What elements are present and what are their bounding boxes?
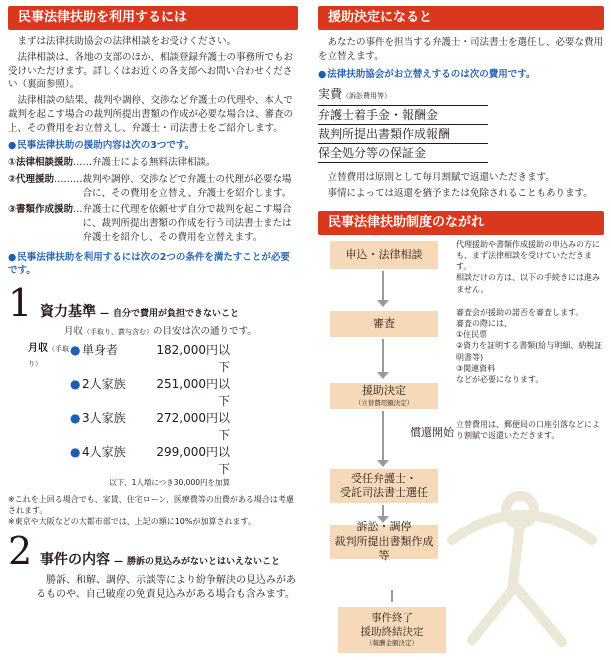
- cost-main: 実費: [318, 87, 343, 102]
- cost-main: 裁判所提出書類作成報酬: [318, 127, 451, 142]
- cost-main: 保全処分等の保証金: [318, 146, 427, 161]
- cost-item: [318, 106, 488, 125]
- flow-arrow: [391, 590, 393, 602]
- income-lead-b: の目安は次の通りです。: [153, 325, 257, 337]
- condition-title: 事件の内容: [40, 551, 110, 568]
- left-column: [8, 6, 298, 603]
- intro-paragraph-2: 法律相談は、各地の支部のほか、相談登録弁護士の事務所でもお受けいただけます。詳しくはお近くの各支部へお問い合わせください（裏面参照）。: [8, 51, 294, 91]
- condition-title: 資力基準: [40, 304, 96, 321]
- condition-subtitle: 勝訴の見込みがないとはいえないこと: [127, 556, 281, 567]
- flow-step-assign: [330, 469, 438, 503]
- cost-small: （訴訟費用等）: [342, 92, 392, 101]
- services-list: [8, 156, 298, 245]
- conditions-heading: ● 民事法律扶助を利用するには次の2つの条件を満たすことが必要です。: [8, 251, 298, 279]
- flow-step-label: 審査: [373, 316, 395, 330]
- after-decision-banner: 援助決定になると: [318, 6, 604, 30]
- amount: 299,000円以下: [156, 445, 230, 477]
- flow-arrow: [382, 339, 384, 375]
- amount: 182,000円以下: [156, 343, 230, 375]
- flow-step-apply: [330, 241, 438, 269]
- service-text: 弁護士に代理を依頼せず自分で裁判を起こす場合に、裁判所提出書類の作成を行う司法書士または弁護士を紹介し、その費用を立替えます。: [82, 204, 292, 243]
- flow-step-label: 申込・法律相談: [345, 247, 423, 261]
- flow-note-review: 審査会が援助の諾否を審査します。 審査の際には、 ①住民票 ②資力を証明する書類(給与明細、納税証明書等) ③関連資料 などが必要になります。: [456, 307, 603, 384]
- service-leader: ……: [73, 157, 93, 169]
- service-text: 弁護士による無料法律相談。: [92, 157, 216, 169]
- condition-dash: —: [100, 309, 109, 320]
- service-label: ③書類作成援助: [8, 204, 74, 216]
- repay-text-1: 立替費用は原則として毎月割賦で返還いただきます。: [327, 172, 555, 184]
- income-row: ● 単身者 182,000円以下: [70, 343, 230, 375]
- flow-step-label: 事件終了 援助終結決定: [360, 612, 424, 638]
- condition-1-header: [8, 281, 298, 326]
- income-lead-a: 月収: [64, 325, 84, 337]
- how-to-use-banner: 民事法律扶助を利用するには: [8, 6, 298, 30]
- costs-list: [318, 85, 488, 163]
- flow-step-label: 訴訟・調停 裁判所提出書類作成等: [334, 520, 434, 562]
- cost-item: [318, 85, 488, 106]
- flow-step-decision: [330, 383, 438, 409]
- flow-step-review: [330, 311, 438, 337]
- flow-step-label: 受任弁護士・ 受託司法書士選任: [340, 471, 428, 499]
- figure-logo-icon: [442, 470, 602, 650]
- service-leader: …: [73, 204, 83, 216]
- flow-step-end: [338, 607, 446, 653]
- income-label-text: 月収: [28, 343, 48, 355]
- household: 2人家族: [82, 377, 126, 392]
- condition-2-text: 勝訴、和解、調停、示談等により紛争解決の見込みがあるものや、自己破産の免責見込みがある場合も含みます。: [36, 574, 296, 601]
- household: 3人家族: [82, 411, 126, 426]
- income-rows: [70, 342, 230, 489]
- income-note-1: ※これを上回る場合でも、家賃、住宅ローン、医療費等の出費がある場合は考慮されます。: [8, 495, 294, 515]
- repay-text-2: 事情によっては返還を猶予または免除されることもあります。: [327, 188, 593, 200]
- income-table: [8, 342, 298, 489]
- flow-arrow: [382, 411, 384, 463]
- income-row: ● 4人家族 299,000円以下: [70, 445, 230, 477]
- intro-paragraph-1: まずは法律扶助協会の法律相談をお受けください。: [17, 36, 237, 47]
- cost-item: [318, 125, 488, 144]
- condition-dash: —: [114, 556, 123, 567]
- flow-note-apply: 代理援助や書類作成援助の申込みの方にも、まず法律相談を受けていただきます。 相談だけの方は、以下の手続きには進みません。: [456, 239, 600, 294]
- flow-step-label: 援助決定: [362, 384, 406, 398]
- service-leader: ………: [54, 173, 83, 185]
- income-lead-small: （手取り、賞与含む）: [83, 327, 154, 336]
- income-row: ● 3人家族 272,000円以下: [70, 411, 230, 443]
- cost-main: 弁護士着手金・報酬金: [318, 108, 439, 123]
- repay-note: 立替費用は、郵便局の口座引落などにより割賦で返還いただきます。: [456, 419, 600, 441]
- income-label-small: （手取り）: [28, 345, 69, 368]
- household: 単身者: [82, 343, 119, 358]
- condition-subtitle: 自分で費用が負担できないこと: [113, 309, 240, 320]
- income-label: [8, 342, 70, 489]
- costs-heading: ● 法律扶助協会がお立替えするのは次の費用です。: [318, 68, 604, 82]
- flow-step-small: （立替費用額決定）: [354, 398, 414, 407]
- flow-arrow: [382, 505, 384, 519]
- flow-step-litigation: [330, 520, 438, 562]
- income-lead: [8, 325, 298, 339]
- flow-banner: 民事法律扶助制度のながれ: [318, 211, 604, 235]
- service-item: [8, 156, 298, 170]
- service-item: [8, 173, 298, 201]
- income-note-2: ※東京や大阪などの大都市部では、上記の額に10%が加算されます。: [8, 516, 256, 526]
- service-item: [8, 203, 298, 244]
- repay-start-label: 償還開始: [410, 425, 454, 439]
- condition-number: 1: [8, 281, 33, 326]
- income-increment: 以下、1人増につき30,000円を加算: [109, 478, 230, 488]
- service-label: ①法律相談援助: [8, 157, 74, 169]
- condition-2-header: [8, 528, 298, 573]
- service-text: 裁判や調停、交渉などで弁護士の代理が必要な場合に、その費用を立替え、弁護士を紹介します。: [82, 173, 292, 199]
- cost-item: [318, 144, 488, 163]
- services-heading: ● 民事法律扶助の援助内容は次の3つです。: [8, 139, 298, 153]
- amount: 251,000円以下: [156, 377, 230, 409]
- flow-arrow: [382, 271, 384, 303]
- household: 4人家族: [82, 445, 126, 460]
- income-row: ● 2人家族 251,000円以下: [70, 377, 230, 409]
- after-decision-text: あなたの事件を担当する弁護士・司法書士を選任し、必要な費用を立替えます。: [318, 37, 604, 62]
- amount: 272,000円以下: [156, 411, 230, 443]
- intro-paragraph-3: 法律相談の結果、裁判や調停、交渉など弁護士の代理や、本人で裁判を起こす場合の裁判所提出書類の作成が必要な場合は、審査の上、その費用をお立替えし、弁護士・司法書士をご紹介します。: [8, 95, 294, 134]
- flow-step-small: （報酬金額決定）: [366, 639, 418, 648]
- condition-number: 2: [8, 528, 33, 573]
- service-label: ②代理援助: [8, 173, 55, 185]
